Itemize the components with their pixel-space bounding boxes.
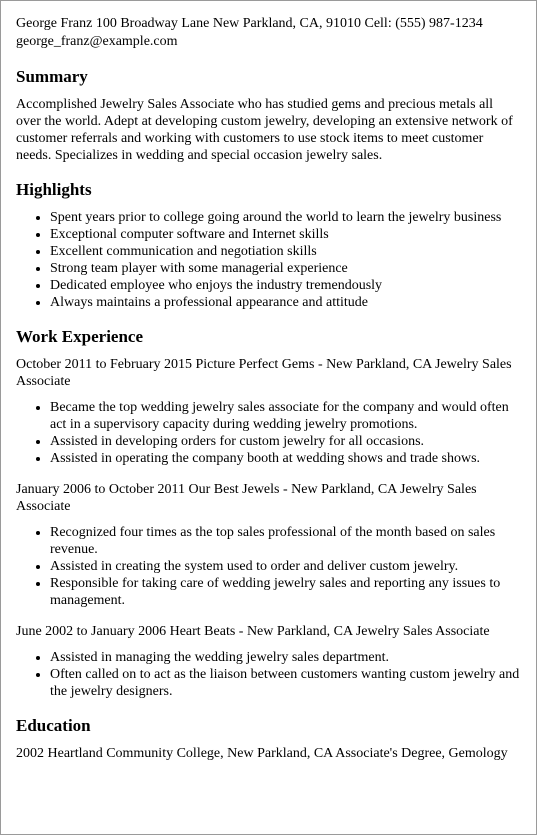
education-entry: 2002 Heartland Community College, New Parkland, CA Associate's Degree, Gemology xyxy=(16,746,508,761)
job-bullet: • Responsible for taking care of wedding jewelry sales and reporting any issues to management. xyxy=(50,575,520,609)
job-entry xyxy=(16,623,520,700)
job-bullet: • Often called on to act as the liaison between customers wanting custom jewelry and the jewelry designers. xyxy=(50,666,520,700)
job-title-line: June 2002 to January 2006 Heart Beats - New Parkland, CA Jewelry Sales Associate xyxy=(16,624,490,639)
education-heading: Education xyxy=(16,716,91,735)
highlight-item: • Dedicated employee who enjoys the industry tremendously xyxy=(50,277,520,294)
job-bullet: • Became the top wedding jewelry sales associate for the company and would often act in a supervisory capacity during wedding jewelry promotions. xyxy=(50,399,520,433)
job-title-line: January 2006 to October 2011 Our Best Jewels - New Parkland, CA Jewelry Sales Associate xyxy=(16,482,477,514)
job-bullet: • Assisted in creating the system used to order and deliver custom jewelry. xyxy=(50,558,520,575)
highlights-list xyxy=(16,209,520,311)
highlight-item: • Strong team player with some managerial experience xyxy=(50,260,520,277)
job-entry xyxy=(16,356,520,467)
job-bullet: • Assisted in developing orders for custom jewelry for all occasions. xyxy=(50,433,520,450)
job-bullet: • Assisted in operating the company booth at wedding shows and trade shows. xyxy=(50,450,520,467)
job-title-line: October 2011 to February 2015 Picture Perfect Gems - New Parkland, CA Jewelry Sales Associate xyxy=(16,357,512,389)
contact-address-line: George Franz 100 Broadway Lane New Parkland, CA, 91010 Cell: (555) 987-1234 xyxy=(16,16,483,31)
contact-block xyxy=(16,15,520,51)
work-experience-heading: Work Experience xyxy=(16,327,144,346)
job-bullet: • Assisted in managing the wedding jewelry sales department. xyxy=(50,649,520,666)
highlights-heading: Highlights xyxy=(16,180,92,199)
job-bullets xyxy=(16,524,520,609)
highlight-item: • Always maintains a professional appearance and attitude xyxy=(50,294,520,311)
summary-heading: Summary xyxy=(16,67,88,86)
highlight-item: • Exceptional computer software and Internet skills xyxy=(50,226,520,243)
contact-email: george_franz@example.com xyxy=(16,34,178,49)
summary-text: Accomplished Jewelry Sales Associate who has studied gems and precious metals all over the world. Adept at developing custom jewelry, developing an extensive network of customer referrals and working with customers to use stock items to meet customer needs. Specializes in wedding and special occasion jewelry sales. xyxy=(16,97,513,163)
highlight-item: • Spent years prior to college going around the world to learn the jewelry business xyxy=(50,209,520,226)
job-bullets xyxy=(16,399,520,467)
highlight-item: • Excellent communication and negotiation skills xyxy=(50,243,520,260)
job-entry xyxy=(16,481,520,609)
job-bullet: • Recognized four times as the top sales professional of the month based on sales revenue. xyxy=(50,524,520,558)
job-bullets xyxy=(16,649,520,700)
